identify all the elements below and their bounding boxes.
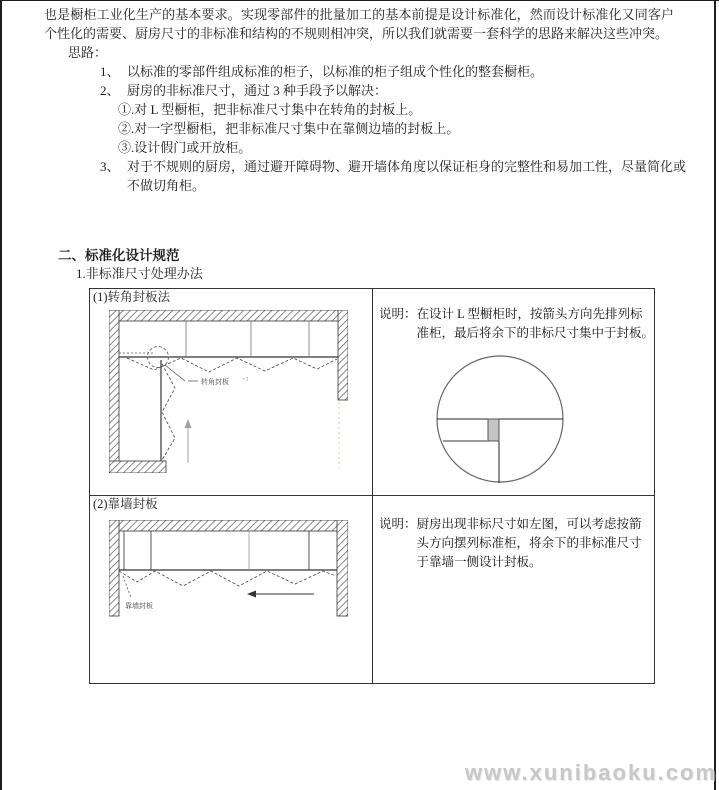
note-text: 在设计 L 型橱柜时，按箭头方向先排列标 准柜，最后将余下的非标尺寸集中于封板。 [416,307,655,340]
section-heading: 二、标准化设计规范 [58,248,180,263]
thoughts-list [100,62,700,195]
list-item-number: 3、 [100,159,120,174]
diagram-cell-corner [90,289,373,495]
filler-panel-block [488,419,499,441]
standards-table [89,288,655,684]
thoughts-label: 思路： [68,45,108,60]
note-cell-corner [373,289,654,495]
note-cell-wall [373,496,654,683]
list-item-number: 1、 [100,64,120,79]
note [373,289,654,343]
page-border-right [714,0,716,790]
callout-leader-line [123,576,131,598]
cabinet-dividers [124,531,309,570]
left-arrow-head [247,591,256,598]
sub-step: ③.设计假门或开放柜。 [118,140,252,155]
diagram-title: (2)靠墙封板 [93,497,158,511]
list-item-text: 以标准的零部件组成标准的柜子，以标准的柜子组成个性化的整套橱柜。 [127,64,544,79]
note-label: 说明： [379,307,417,321]
straight-kitchen-plan-diagram [109,520,348,630]
note [373,496,654,572]
table-row [90,495,654,683]
wall-stub [109,461,166,473]
cabinet-dividers [186,321,309,357]
page-border-left [0,0,2,790]
page-border-top [0,0,719,1]
door-swing-marks [127,358,337,372]
wall-right [338,310,348,400]
note-text: 厨房出现非标尺寸如左图，可以考虑按箭 头方向摆列标准柜，将余下的非标准尺寸 于靠墙一侧设计封板。 [416,517,642,569]
list-item [100,62,700,81]
wall-filler-callout-label: 靠墙封板 [125,602,153,610]
list-item [100,81,700,100]
l-kitchen-plan-diagram [109,310,348,473]
wall-top [109,520,348,531]
corner-callout-label: 转角封板 [201,378,229,386]
sub-step: ②.对一字型橱柜，把非标准尺寸集中在靠侧边墙的封板上。 [118,121,460,136]
wall-right [337,520,348,616]
list-item [100,157,700,195]
corner-detail-circle-diagram [435,353,565,485]
wall-left [109,310,119,473]
table-row [90,289,654,495]
dimension-mark: =3 [242,377,249,383]
wall-top [109,310,339,321]
watermark: www.xunibaoku.com [465,760,717,785]
list-item-number: 2、 [100,83,120,98]
note-label: 说明： [379,517,417,531]
sub-step: ①.对 L 型橱柜，把非标准尺寸集中在转角的封板上。 [118,102,422,117]
door-swing-marks [119,571,336,586]
up-arrow-head [185,419,192,428]
door-swing-marks-vertical [162,364,175,460]
diagram-title: (1)转角封板法 [93,290,171,304]
list-item-text: 厨房的非标准尺寸，通过 3 种手段予以解决： [127,83,388,98]
intro-paragraph: 也是橱柜工业化生产的基本要求。实现零部件的批量加工的基本前提是设计标准化，然而设计标准化又同客户个性化的需要、厨房尺寸的非标准和结构的不规则相冲突，所以我们就需要一套科学的思路来解决这些冲突。 [44,7,674,41]
list-item-text: 对于不规则的厨房，通过避开障碍物、避开墙体角度以保证柜身的完整性和易加工性，尽量简化或不做切角柜。 [127,159,687,193]
subsection-heading: 1.非标准尺寸处理办法 [76,266,203,281]
wall-left [109,520,119,616]
diagram-cell-wall [90,496,373,683]
